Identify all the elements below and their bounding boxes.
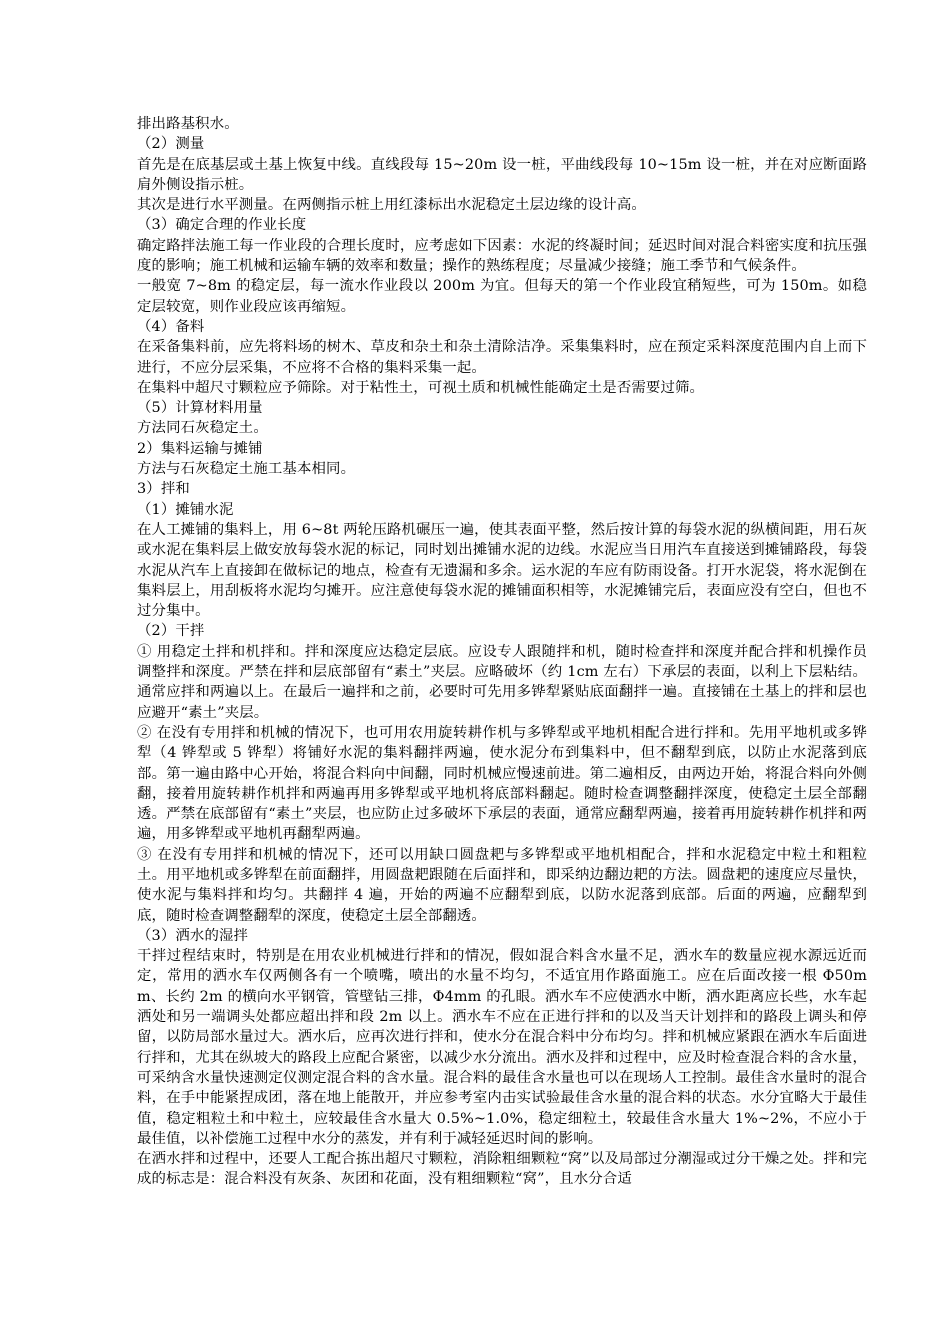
section-heading: （5）计算材料用量 [137,400,263,417]
paragraph: 一般宽 7~8m 的稳定层，每一流水作业段以 200m 为宜。但每天的第一个作业段宜稍短些，可为 150m。如稳定层较宽，则作业段应该再缩短。 [137,278,867,315]
paragraph: 方法与石灰稳定土施工基本相同。 [137,461,356,478]
section-heading: （4）备料 [137,318,205,335]
paragraph: ① 用稳定土拌和机拌和。拌和深度应达稳定层底。应设专人跟随拌和机，随时检查拌和深度并配合拌和机操作员调整拌和深度。严禁在拌和层底部留有“素土”夹层。应略破坏（约 1cm 左右）下承层的表面，以利上下层粘结。通常应拌和两遍以上。在最后一遍拌和之前，必要时可先用多铧犁紧贴底面翻拌一遍。直接铺在土基上的拌和层也应避开“素土”夹层。 [137,643,867,721]
document-body [137,114,867,1190]
section-heading: （3）洒水的湿拌 [137,927,249,944]
section-heading: （3）确定合理的作业长度 [137,217,307,234]
paragraph: ③ 在没有专用拌和机械的情况下，还可以用缺口圆盘耙与多铧犁或平地机相配合，拌和水泥稳定中粒土和粗粒土。用平地机或多铧犁在前面翻拌，用圆盘耙跟随在后面拌和，即采纳边翻边耙的方法。圆盘耙的速度应尽量快，使水泥与集料拌和均匀。共翻拌 4 遍，开始的两遍不应翻犁到底，以防水泥落到底部。后面的两遍，应翻犁到底，随时检查调整翻犁的深度，使稳定土层全部翻透。 [137,846,867,924]
paragraph: 其次是进行水平测量。在两侧指示桩上用红漆标出水泥稳定土层边缘的设计高。 [137,197,646,214]
section-heading: 3）拌和 [137,481,190,498]
paragraph: 在洒水拌和过程中，还要人工配合拣出超尺寸颗粒，消除粗细颗粒“窝”以及局部过分潮湿或过分干燥之处。拌和完成的标志是：混合料没有灰条、灰团和花面，没有粗细颗粒“窝”，且水分合适 [137,1151,867,1188]
paragraph: ② 在没有专用拌和机械的情况下，也可用农用旋转耕作机与多铧犁或平地机相配合进行拌和。先用平地机或多铧犁（4 铧犁或 5 铧犁）将铺好水泥的集料翻拌两遍，使水泥分布到集料中，但不翻犁到底，以防止水泥落到底部。第一遍由路中心开始，将混合料向中间翻，同时机械应慢速前进。第二遍相反，由两边开始，将混合料向外侧翻，接着用旋转耕作机拌和两遍再用多铧犁或平地机将底部料翻起。随时检查调整翻拌深度，使稳定土层全部翻透。严禁在底部留有“素土”夹层，也应防止过多破坏下承层的表面，通常应翻犁两遍，接着再用旋转耕作机拌和两遍，用多铧犁或平地机再翻犁两遍。 [137,724,867,843]
paragraph: 在采备集料前，应先将料场的树木、草皮和杂土和杂土清除洁净。采集集料时，应在预定采料深度范围内自上而下进行，不应分层采集，不应将不合格的集料采集一起。 [137,339,867,376]
paragraph: 确定路拌法施工每一作业段的合理长度时，应考虑如下因素：水泥的终凝时间；延迟时间对混合料密实度和抗压强度的影响；施工机械和运输车辆的效率和数量；操作的熟练程度；尽量减少接缝；施工季节和气候条件。 [137,237,867,275]
paragraph: 首先是在底基层或土基上恢复中线。直线段每 15~20m 设一桩，平曲线段每 10~15m 设一桩，并在对应断面路肩外侧设指示桩。 [137,156,867,193]
section-heading: （2）测量 [137,136,205,153]
paragraph: 在集料中超尺寸颗粒应予筛除。对于粘性土，可视土质和机械性能确定土是否需要过筛。 [137,379,705,396]
paragraph: 排出路基积水。 [137,116,239,132]
paragraph: 方法同石灰稳定土。 [137,420,268,437]
section-heading: 2）集料运输与摊铺 [137,440,263,457]
section-heading: （1）摊铺水泥 [137,501,234,518]
paragraph: 干拌过程结束时，特别是在用农业机械进行拌和的情况，假如混合料含水量不足，洒水车的数量应视水源远近而定，常用的洒水车仅两侧各有一个喷嘴，喷出的水量不均匀，不适宜用作路面施工。应在后面改接一根 Φ50mm、长约 2m 的横向水平钢管，管壁钻三排，Φ4mm 的孔眼。洒水车不应使洒水中断，洒水距离应长些，水车起洒处和另一端调头处都应超出拌和段 2m 以上。洒水车不应在正进行拌和的以及当天计划拌和的路段上调头和停留，以防局部水量过大。洒水后，应再次进行拌和，使水分在混合料中分布均匀。拌和机械应紧跟在洒水车后面进行拌和，尤其在纵坡大的路段上应配合紧密，以减少水分流出。洒水及拌和过程中，应及时检查混合料的含水量，可采纳含水量快速测定仪测定混合料的含水量。混合料的最佳含水量也可以在现场人工控制。最佳含水量时的混合料，在手中能紧捏成团，落在地上能散开，并应参考室内击实试验最佳含水量的混合料的状态。水分宜略大于最佳值，稳定粗粒土和中粒土，应较最佳含水量大 0.5%~1.0%，稳定细粒土，较最佳含水量大 1%~2%，不应小于最佳值，以补偿施工过程中水分的蒸发，并有利于减轻延迟时间的影响。 [137,948,867,1147]
paragraph: 在人工摊铺的集料上，用 6~8t 两轮压路机碾压一遍，使其表面平整，然后按计算的每袋水泥的纵横间距，用石灰或水泥在集料层上做安放每袋水泥的标记，同时划出摊铺水泥的边线。水泥应当日用汽车直接送到摊铺路段，每袋水泥从汽车上直接卸在做标记的地点，检查有无遗漏和多余。运水泥的车应有防雨设备。打开水泥袋，将水泥倒在集料层上，用刮板将水泥均匀摊开。应注意使每袋水泥的摊铺面积相等，水泥摊铺完后，表面应没有空白，但也不过分集中。 [137,521,867,620]
section-heading: （2）干拌 [137,623,205,640]
